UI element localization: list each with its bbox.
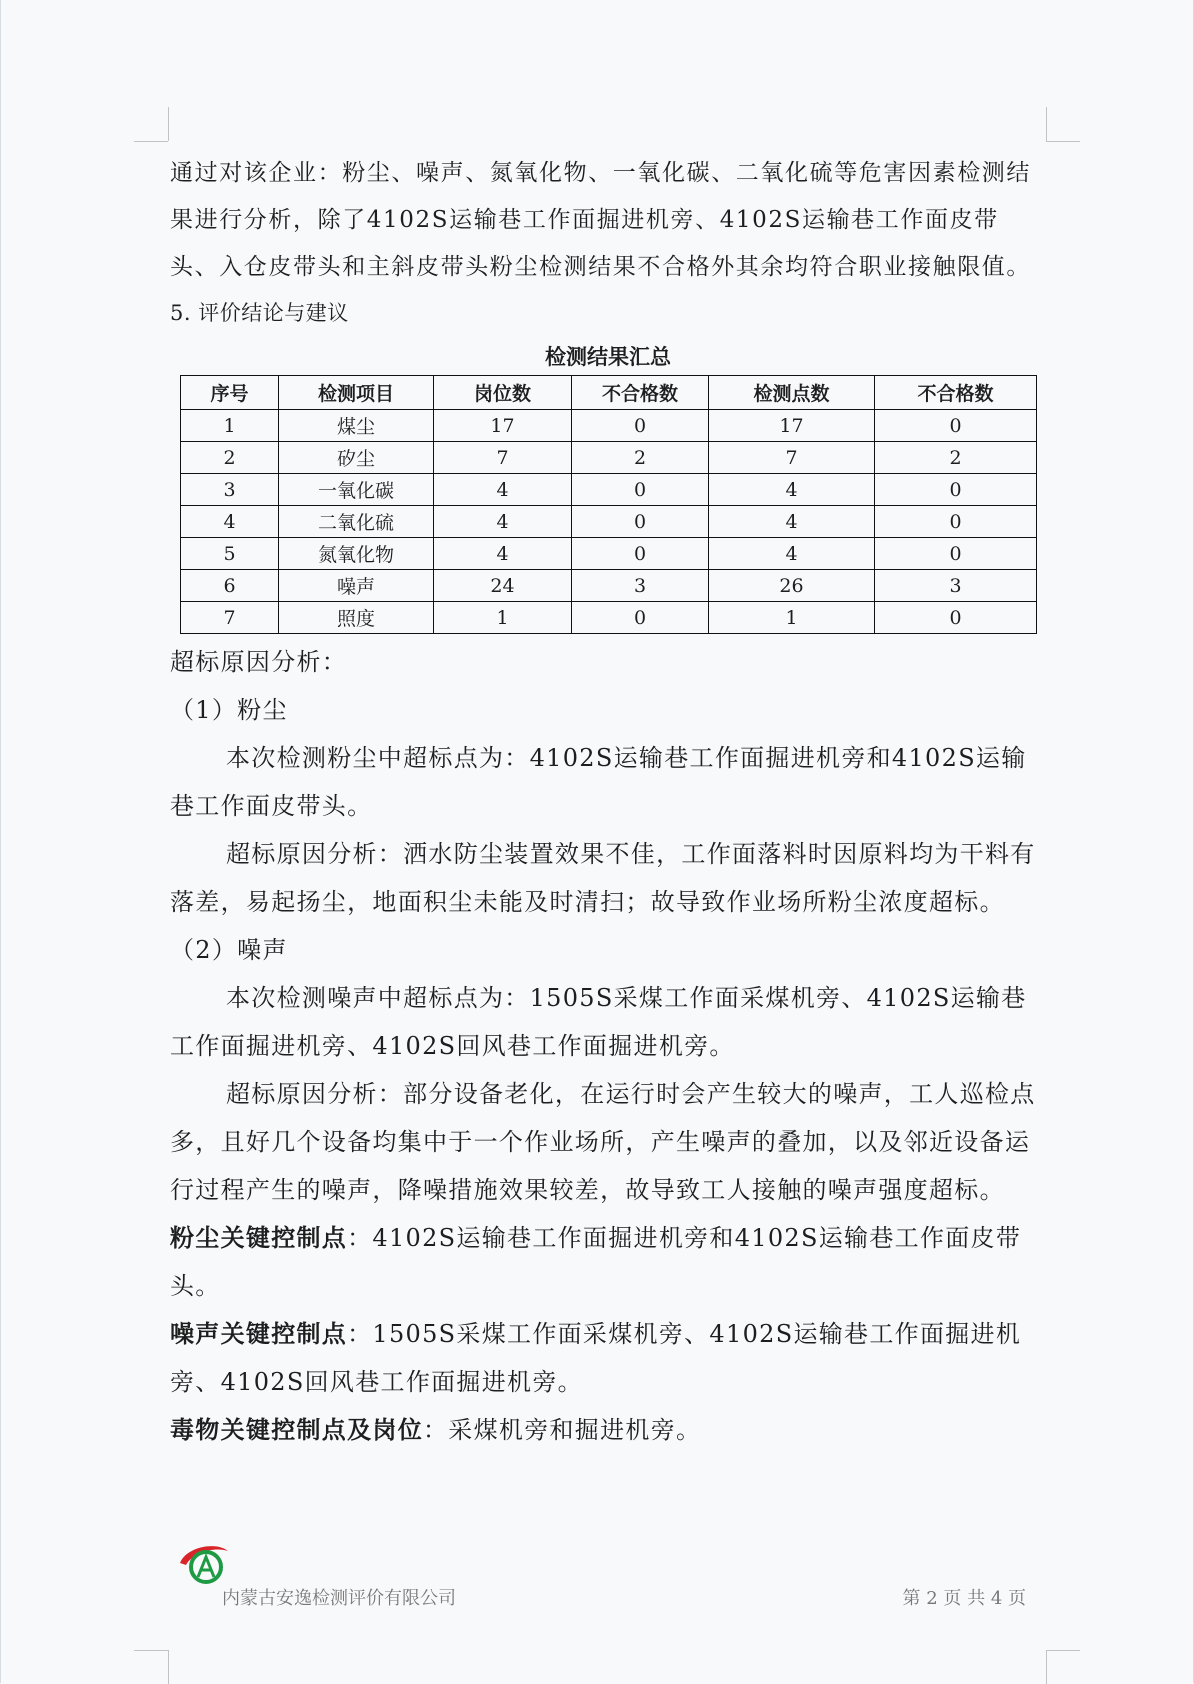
analysis-heading: 超标原因分析：	[170, 648, 348, 676]
page-footer	[222, 1584, 1026, 1614]
key-point-text: ：1505S采煤工作面采煤机旁、4102S运输巷工作面掘进机旁、4102S回风巷工作面掘进机旁。	[170, 1320, 1022, 1396]
crop-mark-top-left-h	[134, 141, 168, 142]
crop-mark-top-right-h	[1046, 141, 1080, 142]
cell-item: 照度	[279, 602, 434, 634]
crop-mark-bottom-left-h	[134, 1650, 168, 1651]
cell-index: 5	[181, 538, 279, 570]
cell-points-failed: 0	[875, 602, 1037, 634]
cell-points: 4	[709, 474, 875, 506]
cell-index: 2	[181, 442, 279, 474]
cell-points: 1	[709, 602, 875, 634]
cell-index: 1	[181, 410, 279, 442]
cell-item: 噪声	[279, 570, 434, 602]
cell-positions-failed: 0	[572, 474, 709, 506]
dust-points-paragraph: 本次检测粉尘中超标点为：4102S运输巷工作面掘进机旁和4102S运输巷工作面皮带头。	[170, 744, 1027, 820]
cell-points: 17	[709, 410, 875, 442]
logo-letter-mark	[198, 1557, 214, 1577]
noise-reason-paragraph: 超标原因分析：部分设备老化，在运行时会产生较大的噪声，工人巡检点多，且好几个设备均集中于一个作业场所，产生噪声的叠加，以及邻近设备运行过程产生的噪声，降噪措施效果较差，故导致工人接触的噪声强度超标。	[170, 1080, 1036, 1204]
cell-positions-failed: 0	[572, 602, 709, 634]
header-positions-failed: 不合格数	[572, 376, 709, 410]
cell-points: 26	[709, 570, 875, 602]
key-point-label: 毒物关键控制点及岗位	[170, 1415, 423, 1444]
cell-points-failed: 0	[875, 538, 1037, 570]
dust-reason-paragraph: 超标原因分析：洒水防尘装置效果不佳，工作面落料时因原料均为干料有落差，易起扬尘，地面积尘未能及时清扫；故导致作业场所粉尘浓度超标。	[170, 840, 1036, 916]
cell-points-failed: 0	[875, 474, 1037, 506]
company-logo-icon	[176, 1537, 234, 1587]
cell-index: 3	[181, 474, 279, 506]
cell-item: 氮氧化物	[279, 538, 434, 570]
dust-heading: （1）粉尘	[170, 696, 288, 724]
page-content	[170, 150, 1046, 1454]
table-header-row	[181, 376, 1037, 410]
cell-points-failed: 0	[875, 506, 1037, 538]
cell-positions: 7	[434, 442, 572, 474]
crop-mark-bottom-right-h	[1046, 1650, 1080, 1651]
key-point-label: 噪声关键控制点	[170, 1319, 348, 1348]
cell-points: 7	[709, 442, 875, 474]
page-edge-left	[0, 0, 1, 1683]
noise-points-paragraph: 本次检测噪声中超标点为：1505S采煤工作面采煤机旁、4102S运输巷工作面掘进机旁、4102S回风巷工作面掘进机旁。	[170, 984, 1027, 1060]
cell-points: 4	[709, 506, 875, 538]
table-row	[181, 506, 1037, 538]
section-heading: 5. 评价结论与建议	[170, 301, 349, 325]
cell-positions-failed: 2	[572, 442, 709, 474]
noise-key-control-points	[170, 1310, 1046, 1406]
key-point-text: ：采煤机旁和掘进机旁。	[423, 1416, 702, 1444]
cell-positions: 1	[434, 602, 572, 634]
header-item: 检测项目	[279, 376, 434, 410]
cell-points: 4	[709, 538, 875, 570]
cell-index: 7	[181, 602, 279, 634]
header-positions: 岗位数	[434, 376, 572, 410]
cell-item: 二氧化硫	[279, 506, 434, 538]
table-row	[181, 538, 1037, 570]
noise-heading: （2）噪声	[170, 936, 288, 964]
cell-positions: 4	[434, 538, 572, 570]
cell-item: 煤尘	[279, 410, 434, 442]
cell-item: 一氧化碳	[279, 474, 434, 506]
cell-item: 矽尘	[279, 442, 434, 474]
cell-index: 4	[181, 506, 279, 538]
cell-index: 6	[181, 570, 279, 602]
cell-points-failed: 0	[875, 410, 1037, 442]
result-table	[180, 375, 1037, 634]
cell-positions-failed: 0	[572, 506, 709, 538]
cell-positions: 4	[434, 474, 572, 506]
crop-mark-top-right-v	[1046, 107, 1047, 141]
dust-key-control-points	[170, 1214, 1046, 1310]
table-row	[181, 442, 1037, 474]
key-point-text: ：4102S运输巷工作面掘进机旁和4102S运输巷工作面皮带头。	[170, 1224, 1022, 1300]
table-title: 检测结果汇总	[545, 344, 671, 369]
cell-points-failed: 2	[875, 442, 1037, 474]
key-point-label: 粉尘关键控制点	[170, 1223, 348, 1252]
header-points-failed: 不合格数	[875, 376, 1037, 410]
crop-mark-bottom-left-v	[168, 1650, 169, 1684]
header-index: 序号	[181, 376, 279, 410]
table-row	[181, 474, 1037, 506]
cell-positions-failed: 0	[572, 410, 709, 442]
cell-positions: 4	[434, 506, 572, 538]
footer-page-number: 第 2 页 共 4 页	[902, 1588, 1026, 1609]
header-points: 检测点数	[709, 376, 875, 410]
cell-positions: 24	[434, 570, 572, 602]
crop-mark-top-left-v	[168, 107, 169, 141]
toxic-key-control-points	[170, 1406, 1046, 1454]
table-row	[181, 602, 1037, 634]
cell-positions-failed: 0	[572, 538, 709, 570]
cell-points-failed: 3	[875, 570, 1037, 602]
table-row	[181, 410, 1037, 442]
intro-paragraph: 通过对该企业：粉尘、噪声、氮氧化物、一氧化碳、二氧化硫等危害因素检测结果进行分析，除了4102S运输巷工作面掘进机旁、4102S运输巷工作面皮带头、入仓皮带头和主斜皮带头粉尘检测结果不合格外其余均符合职业接触限值。	[170, 160, 1031, 280]
table-row	[181, 570, 1037, 602]
cell-positions-failed: 3	[572, 570, 709, 602]
cell-positions: 17	[434, 410, 572, 442]
crop-mark-bottom-right-v	[1046, 1650, 1047, 1684]
footer-company-name: 内蒙古安逸检测评价有限公司	[222, 1588, 456, 1609]
